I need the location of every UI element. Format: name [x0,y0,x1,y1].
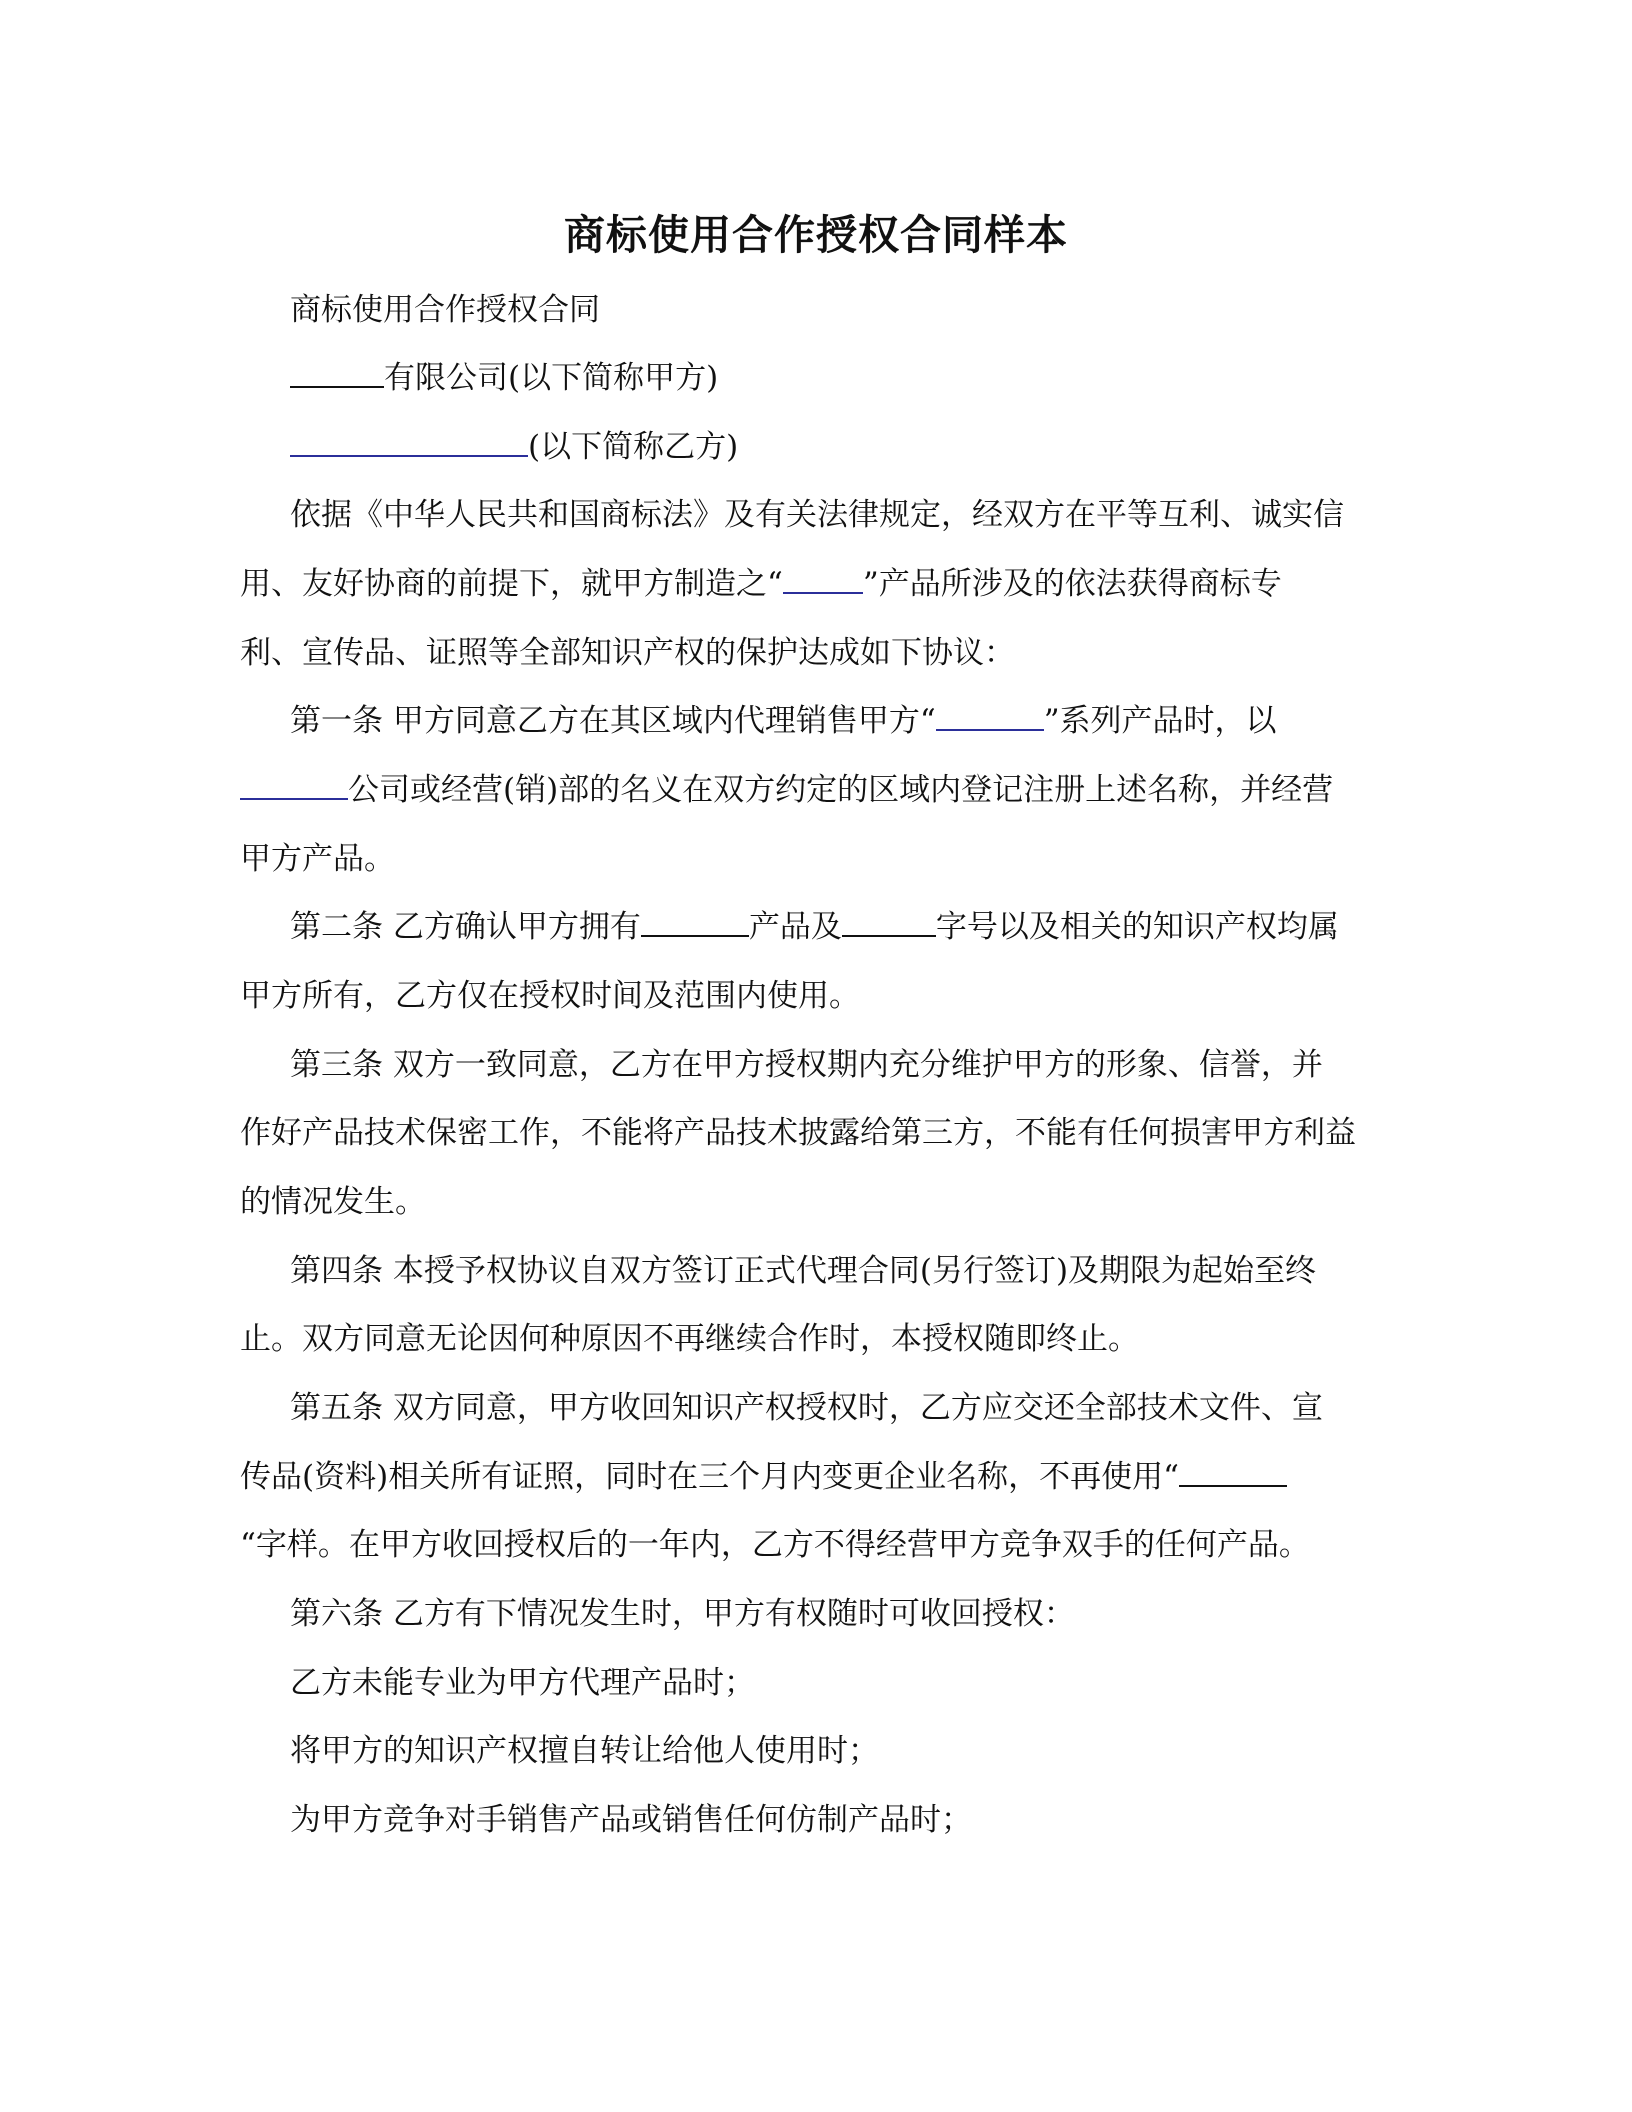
party-a-name-blank[interactable] [290,356,384,388]
preamble-line-3 [240,630,1400,676]
party-b-name-blank[interactable] [290,425,528,457]
article-6-item-1-text: 乙方未能专业为甲方代理产品时； [290,1665,755,1701]
article-6-item-3-text: 为甲方竞争对手销售产品或销售任何仿制产品时； [290,1802,972,1838]
article-6-text-1: 第六条 乙方有下情况发生时，甲方有权随时可收回授权： [290,1596,1075,1632]
preamble-text-3: 利、宣传品、证照等全部知识产权的保护达成如下协议： [240,635,1015,671]
article-6-item-3 [290,1797,1450,1843]
article-5-text-2: 传品(资料)相关所有证照，同时在三个月内变更企业名称，不再使用“ [240,1459,1180,1495]
article-2-text-1a: 第二条 乙方确认甲方拥有 [290,909,641,945]
party-b-label: (以下简称乙方) [528,429,739,465]
article-3-line-3 [240,1179,1400,1225]
article-4-line-1 [290,1248,1450,1294]
article-5-line-2 [240,1454,1400,1500]
article-3-text-1: 第三条 双方一致同意，乙方在甲方授权期内充分维护甲方的形象、信誉，并 [290,1047,1323,1083]
contract-heading-text: 商标使用合作授权合同 [290,292,600,328]
preamble-text-2a: 用、友好协商的前提下，就甲方制造之“ [240,566,783,602]
series-name-blank[interactable] [936,699,1044,731]
article-2-line-2 [240,973,1400,1019]
preamble-text-2b: ”产品所涉及的依法获得商标专 [862,566,1282,602]
party-a-line [290,355,1450,401]
product-blank[interactable] [641,905,749,937]
article-1-text-1a: 第一条 甲方同意乙方在其区域内代理销售甲方“ [290,703,936,739]
article-1-line-2 [240,767,1400,813]
article-5-line-3 [240,1522,1400,1568]
article-5-line-1 [290,1385,1450,1431]
article-4-text-2: 止。双方同意无论因何种原因不再继续合作时，本授权随即终止。 [240,1321,1139,1357]
document-title: 商标使用合作授权合同样本 [564,211,1068,259]
article-3-line-2 [240,1110,1400,1156]
article-3-text-2: 作好产品技术保密工作，不能将产品技术披露给第三方，不能有任何损害甲方利益 [240,1115,1356,1151]
article-2-text-1b: 产品及 [748,909,842,945]
preamble-line-1 [290,492,1450,538]
article-4-text-1: 第四条 本授予权协议自双方签订正式代理合同(另行签订)及期限为起始至终 [290,1253,1317,1289]
article-1-text-2: 公司或经营(销)部的名义在双方约定的区域内登记注册上述名称，并经营 [348,772,1334,808]
article-6-item-2-text: 将甲方的知识产权擅自转让给他人使用时； [290,1733,879,1769]
article-4-line-2 [240,1316,1400,1362]
article-5-text-1: 第五条 双方同意，甲方收回知识产权授权时，乙方应交还全部技术文件、宣 [290,1390,1323,1426]
article-6-item-1 [290,1660,1450,1706]
preamble-text-1: 依据《中华人民共和国商标法》及有关法律规定，经双方在平等互利、诚实信 [290,497,1344,533]
product-name-blank[interactable] [783,562,863,594]
article-6-line-1 [290,1591,1450,1637]
article-1-line-3 [240,836,1400,882]
article-2-text-1c: 字号以及相关的知识产权均属 [935,909,1339,945]
brand-word-blank[interactable] [1179,1455,1287,1487]
article-5-text-3: “字样。在甲方收回授权后的一年内，乙方不得经营甲方竞争双手的任何产品。 [240,1527,1310,1563]
trade-name-blank[interactable] [842,905,936,937]
article-1-line-1 [290,698,1450,744]
contract-heading [290,287,1450,333]
article-3-line-1 [290,1042,1450,1088]
article-1-text-1b: ”系列产品时，以 [1043,703,1277,739]
party-b-line [290,424,1450,470]
preamble-line-2 [240,561,1400,607]
article-2-line-1 [290,904,1450,950]
article-1-text-3: 甲方产品。 [240,841,395,877]
party-a-label: 有限公司(以下简称甲方) [384,360,719,396]
article-3-text-3: 的情况发生。 [240,1184,426,1220]
company-name-blank[interactable] [240,768,348,800]
article-6-item-2 [290,1728,1450,1774]
article-2-text-2: 甲方所有，乙方仅在授权时间及范围内使用。 [240,978,860,1014]
